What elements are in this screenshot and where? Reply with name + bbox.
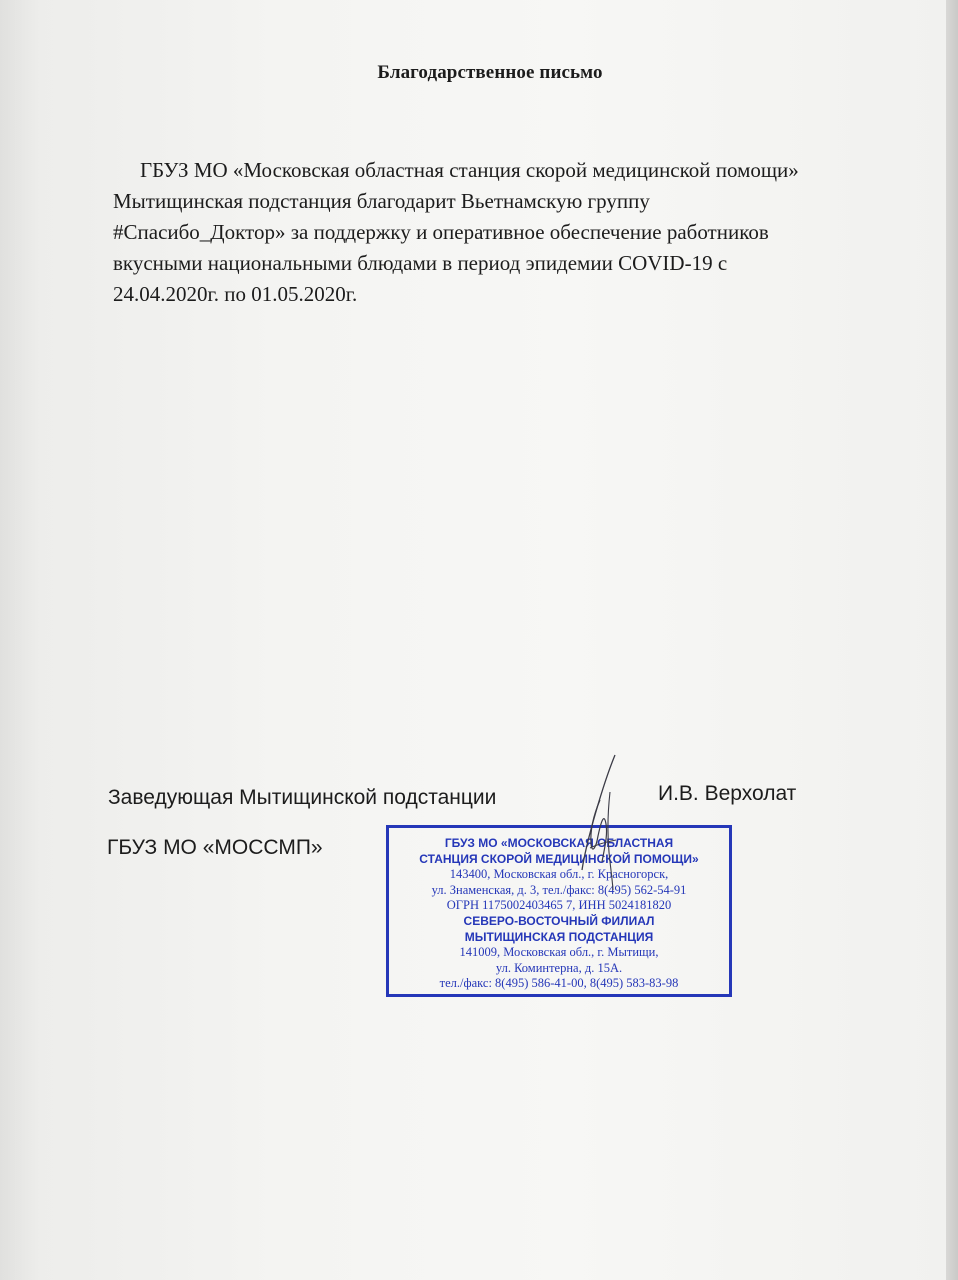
- handwritten-signature: [560, 752, 650, 902]
- letter-title: Благодарственное письмо: [377, 62, 603, 83]
- signatory-position: Заведующая Мытищинской подстанции: [108, 786, 497, 809]
- stamp-line: ГБУЗ МО «МОСКОВСКАЯ ОБЛАСТНАЯ: [444, 836, 674, 850]
- stamp-line: СТАНЦИЯ СКОРОЙ МЕДИЦИНСКОЙ ПОМОЩИ»: [419, 851, 699, 866]
- stamp-line: СЕВЕРО-ВОСТОЧНЫЙ ФИЛИАЛ: [463, 913, 655, 928]
- body-line-5: 24.04.2020г. по 01.05.2020г.: [113, 282, 358, 306]
- body-line-1: ГБУЗ МО «Московская областная станция скорой медицинской помощи»: [140, 158, 799, 182]
- paper-shadow: [0, 0, 40, 1280]
- signatory-organization: ГБУЗ МО «МОССМП»: [107, 836, 323, 859]
- stamp-line: ул. Знаменская, д. 3, тел./факс: 8(495) 562-54-91: [431, 882, 687, 897]
- stamp-line: ОГРН 1175002403465 7, ИНН 5024181820: [446, 898, 672, 913]
- stamp-line: 143400, Московская обл., г. Красногорск,: [449, 867, 669, 882]
- stamp-line: тел./факс: 8(495) 586-41-00, 8(495) 583-83-98: [439, 976, 679, 991]
- body-line-4: вкусными национальными блюдами в период эпидемии COVID-19 с: [113, 251, 728, 275]
- letter-body: [113, 155, 873, 310]
- stamp-line: МЫТИЩИНСКАЯ ПОДСТАНЦИЯ: [464, 929, 654, 944]
- signatory-name: И.В. Верхолат: [658, 782, 797, 805]
- stamp-line: 141009, Московская обл., г. Мытищи,: [459, 945, 659, 960]
- organization-stamp: [386, 825, 732, 997]
- stamp-line: ул. Коминтерна, д. 15А.: [495, 960, 623, 975]
- body-line-3: #Спасибо_Доктор» за поддержку и оперативное обеспечение работников: [113, 220, 769, 244]
- paper-edge: [946, 0, 958, 1280]
- body-line-2: Мытищинская подстанция благодарит Вьетнамскую группу: [113, 189, 650, 213]
